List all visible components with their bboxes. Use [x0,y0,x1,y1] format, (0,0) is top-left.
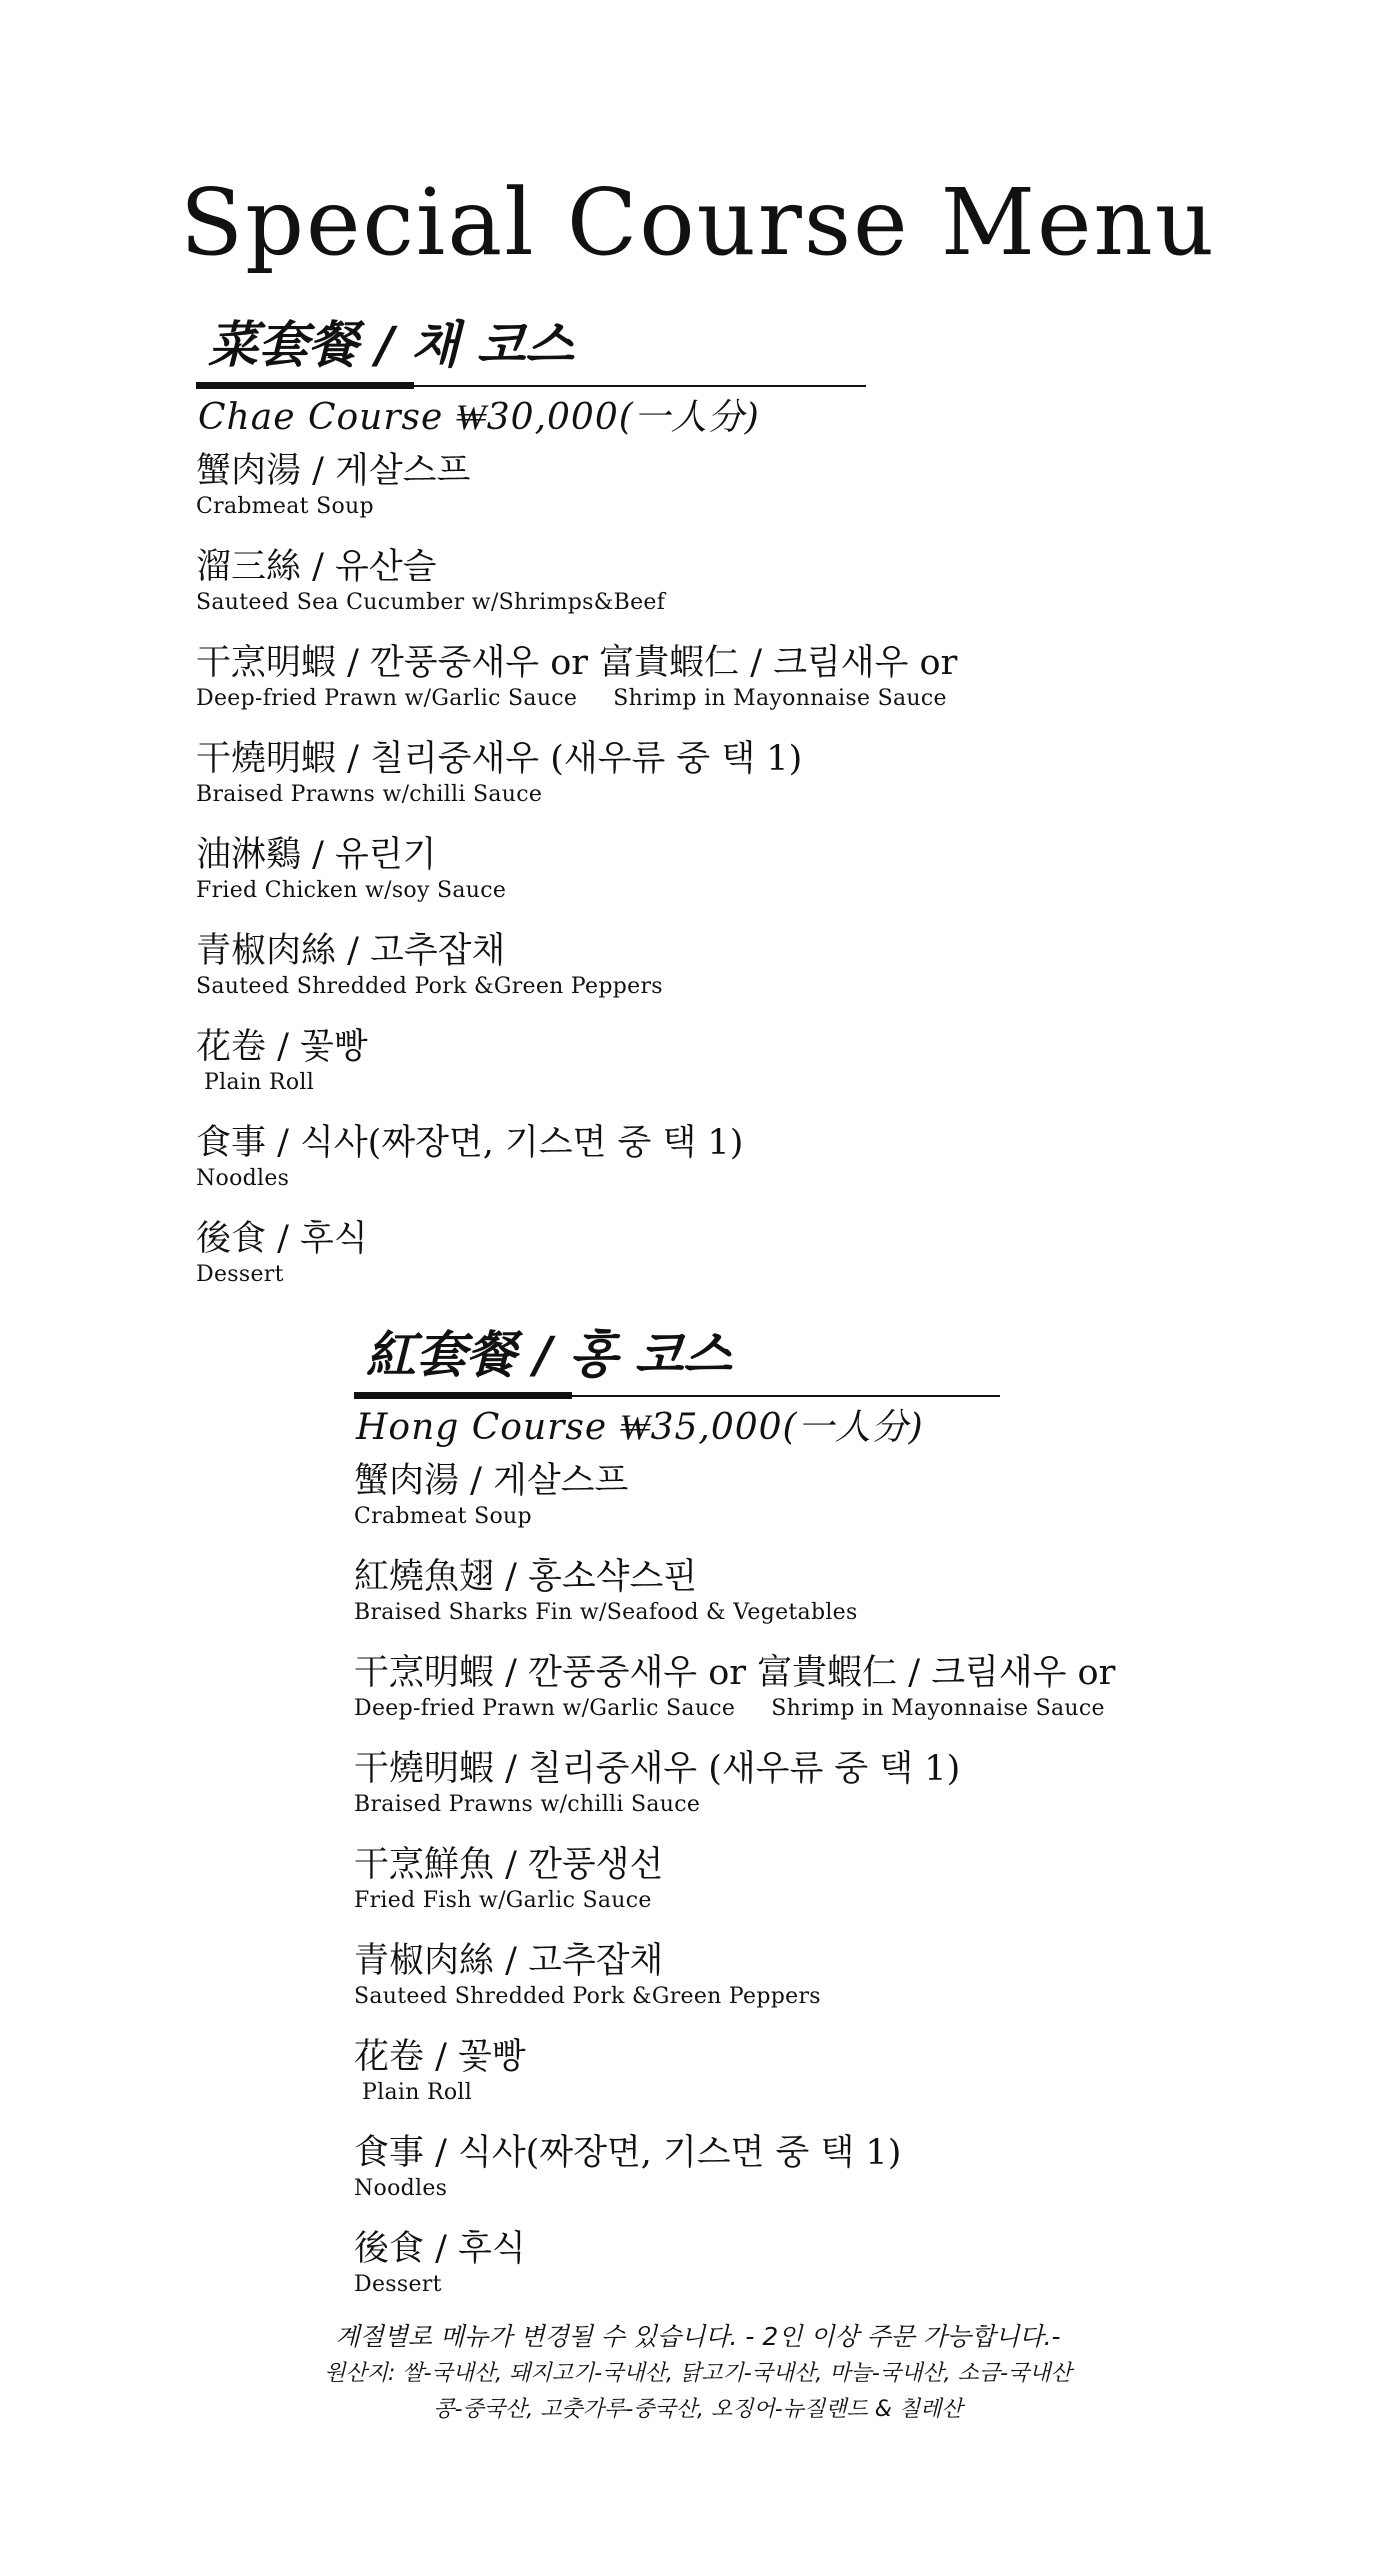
heading-underline-thin [572,1395,1000,1397]
dish-name: 後食 / 후식 [354,2229,526,2269]
dish-name: 干烹鮮魚 / 깐풍생선 [354,1845,664,1885]
dish-name: 食事 / 식사(짜장면, 기스면 중 택 1) [354,2133,902,2173]
dish-description: Braised Sharks Fin w/Seafood & Vegetables [354,1600,858,1625]
dish-description: Plain Roll [204,1070,315,1095]
course-chae [196,312,957,1312]
dish-description: Noodles [196,1166,290,1191]
dish-name: 青椒肉絲 / 고추잡채 [196,931,506,971]
dish-list [196,448,957,1312]
dish-list [354,1458,1115,2322]
dish-name: 蟹肉湯 / 게살스프 [196,451,471,491]
dish-name: 溜三絲 / 유산슬 [196,547,437,587]
dish-item [354,1746,1115,1842]
dish-item [196,1216,957,1312]
dish-name: 紅燒魚翅 / 홍소샥스핀 [354,1557,698,1597]
dish-description: Braised Prawns w/chilli Sauce [354,1792,701,1817]
dish-item [196,544,957,640]
dish-description: Sauteed Sea Cucumber w/Shrimps&Beef [196,590,666,615]
dish-description: Crabmeat Soup [354,1504,532,1529]
origin-info-line2: 콩-중국산, 고춧가루-중국산, 오징어-뉴질랜드 & 칠레산 [433,2397,963,2422]
dish-item [196,640,957,736]
dish-name: 後食 / 후식 [196,1219,368,1259]
dish-description: Sauteed Shredded Pork &Green Peppers [196,974,663,999]
dish-description: Crabmeat Soup [196,494,374,519]
dish-description: Plain Roll [362,2080,473,2105]
footer [0,2318,1396,2428]
dish-item [196,1120,957,1216]
dish-name: 青椒肉絲 / 고추잡채 [354,1941,664,1981]
dish-name: 油淋鷄 / 유린기 [196,835,437,875]
dish-item [354,1938,1115,2034]
origin-info-line1: 원산지: 쌀-국내산, 돼지고기-국내산, 닭고기-국내산, 마늘-국내산, 소금-국내산 [324,2361,1072,2386]
dish-description: Fried Fish w/Garlic Sauce [354,1888,652,1913]
dish-item [196,736,957,832]
dish-description: Braised Prawns w/chilli Sauce [196,782,543,807]
dish-description: Fried Chicken w/soy Sauce [196,878,507,903]
page-title: Special Course Menu [180,169,1216,276]
dish-item [354,1842,1115,1938]
heading-underline-thick [196,382,414,389]
dish-name: 食事 / 식사(짜장면, 기스면 중 택 1) [196,1123,744,1163]
dish-name: 干燒明蝦 / 칠리중새우 (새우류 중 택 1) [196,739,803,779]
dish-name: 干烹明蝦 / 깐풍중새우 or 富貴蝦仁 / 크림새우 or [196,643,958,683]
dish-description: Sauteed Shredded Pork &Green Peppers [354,1984,821,2009]
dish-description: Deep-fried Prawn w/Garlic Sauce [354,1696,736,1721]
dish-item [354,1554,1115,1650]
heading-underline-thin [414,385,866,387]
course-name: 菜套餐 / 채 코스 [208,315,574,374]
dish-item [354,1458,1115,1554]
dish-name: 干烹明蝦 / 깐풍중새우 or 富貴蝦仁 / 크림새우 or [354,1653,1116,1693]
dish-description: Dessert [196,1262,284,1287]
course-hong [354,1322,1115,2322]
course-price: Hong Course ₩35,000(一人分) [356,1407,924,1448]
heading-underline-thick [354,1392,572,1399]
dish-name: 蟹肉湯 / 게살스프 [354,1461,629,1501]
menu-change-notice: 계절별로 메뉴가 변경될 수 있습니다. - 2인 이상 주문 가능합니다.- [335,2322,1061,2351]
course-header [196,312,957,384]
dish-description-alt: Shrimp in Mayonnaise Sauce [771,1696,1105,1721]
dish-item [196,928,957,1024]
course-price: Chae Course ₩30,000(一人分) [198,397,760,438]
dish-description-row [354,1696,1115,1722]
dish-description-alt: Shrimp in Mayonnaise Sauce [613,686,947,711]
dish-description-row [196,686,957,712]
dish-item [196,832,957,928]
dish-item [354,1650,1115,1746]
dish-item [196,448,957,544]
dish-description: Dessert [354,2272,442,2297]
dish-name: 花卷 / 꽃빵 [354,2037,526,2077]
dish-description: Noodles [354,2176,448,2201]
dish-item [354,2130,1115,2226]
dish-name: 花卷 / 꽃빵 [196,1027,368,1067]
dish-name: 干燒明蝦 / 칠리중새우 (새우류 중 택 1) [354,1749,961,1789]
dish-item [354,2226,1115,2322]
dish-item [354,2034,1115,2130]
course-name: 紅套餐 / 홍 코스 [366,1325,732,1384]
dish-item [196,1024,957,1120]
course-header [354,1322,1115,1394]
dish-description: Deep-fried Prawn w/Garlic Sauce [196,686,578,711]
